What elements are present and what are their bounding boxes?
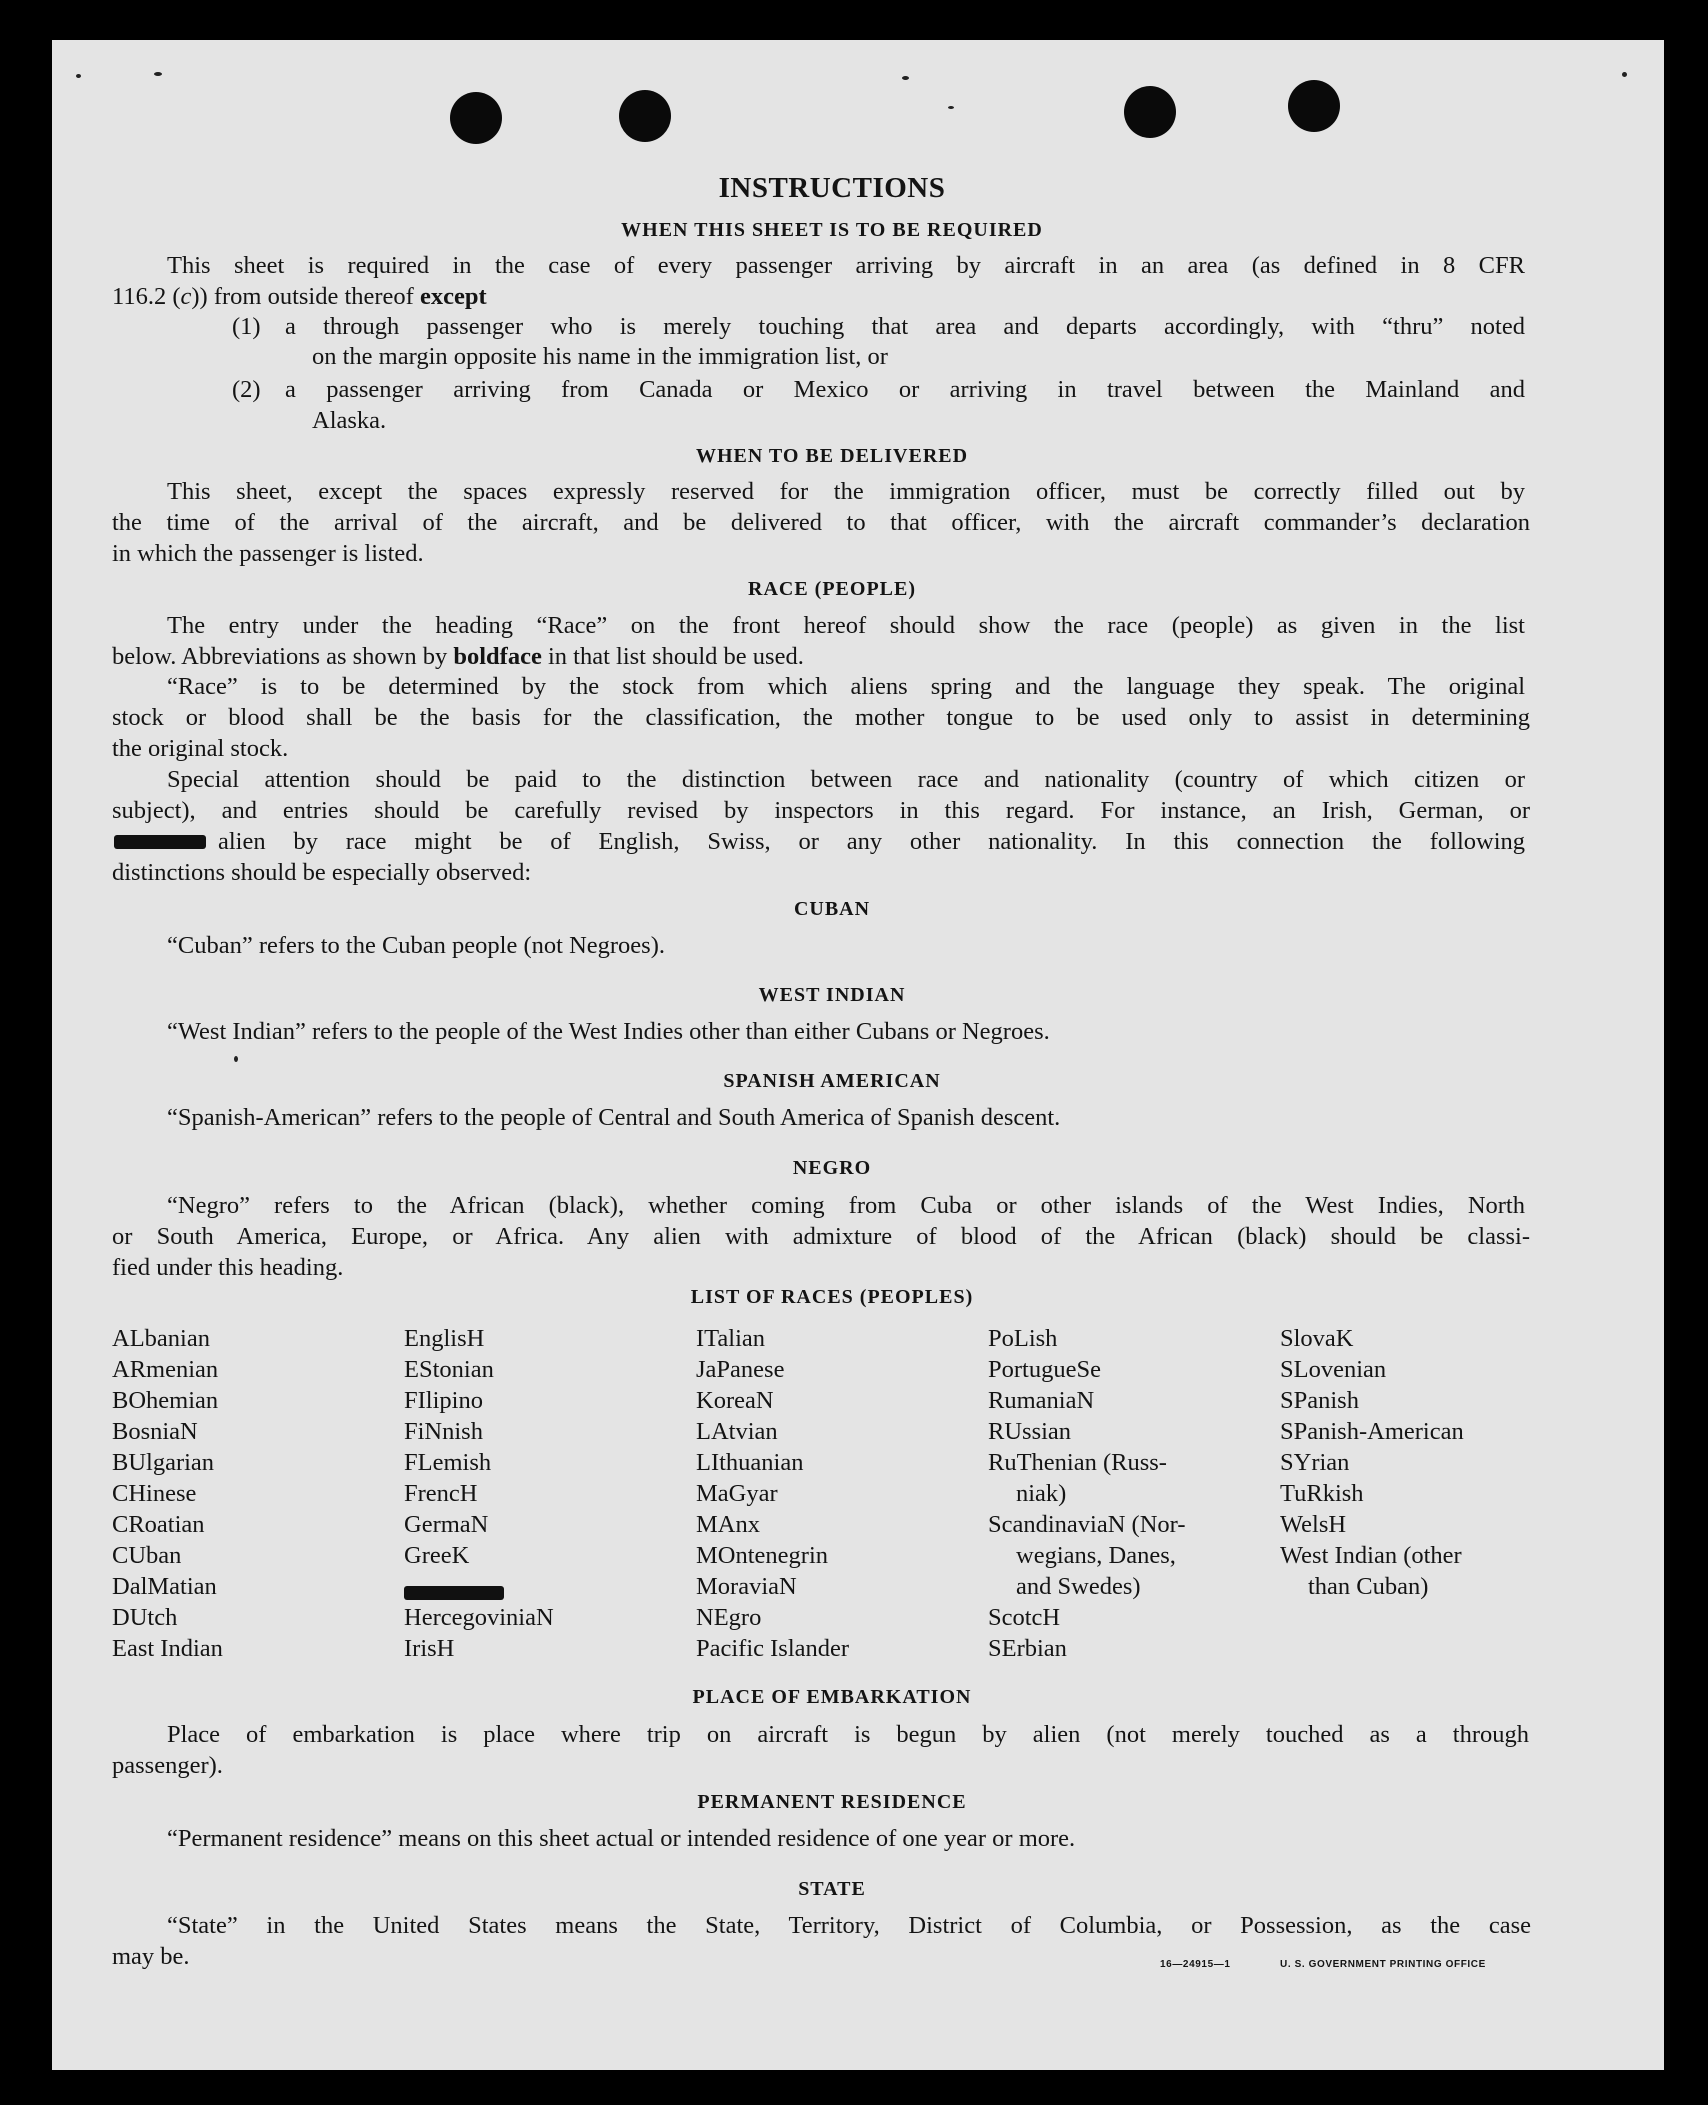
race-entry: FrencH bbox=[404, 1480, 478, 1507]
race-entry: RuThenian (Russ- bbox=[988, 1449, 1167, 1476]
section-heading-when-delivered: WHEN TO BE DELIVERED bbox=[695, 445, 969, 467]
race-entry: FLemish bbox=[404, 1449, 492, 1476]
race-entry: BOhemian bbox=[112, 1387, 219, 1414]
paragraph-line: The entry under the heading “Race” on the front hereof should show the race (people) as given in the list bbox=[167, 612, 1525, 639]
race-entry bbox=[404, 1571, 504, 1602]
paragraph-line: stock or blood shall be the basis for the classification, the mother tongue to be used only to assist in determining bbox=[112, 704, 1530, 731]
definition-text: “Spanish-American” refers to the people of Central and South America of Spanish descent. bbox=[167, 1104, 1061, 1131]
speck bbox=[1622, 72, 1627, 77]
race-entry: SLovenian bbox=[1280, 1356, 1387, 1383]
paragraph-line: below. Abbreviations as shown by boldface in that list should be used. bbox=[112, 643, 804, 670]
race-entry: niak) bbox=[1016, 1480, 1067, 1507]
race-entry: and Swedes) bbox=[1016, 1573, 1141, 1600]
race-entry: BUlgarian bbox=[112, 1449, 215, 1476]
race-entry: SPanish-American bbox=[1280, 1418, 1464, 1445]
race-entry: ScandinaviaN (Nor- bbox=[988, 1511, 1186, 1538]
race-entry: ARmenian bbox=[112, 1356, 219, 1383]
race-entry: ALbanian bbox=[112, 1325, 210, 1352]
paragraph-line: passenger). bbox=[112, 1752, 223, 1779]
paragraph-line: This sheet is required in the case of every passenger arriving by aircraft in an area (as defined in 8 CFR bbox=[167, 252, 1525, 279]
paragraph-line: alien by race might be of English, Swiss, or any other nationality. In this connection the following bbox=[218, 828, 1525, 855]
paragraph-line: This sheet, except the spaces expressly reserved for the immigration officer, must be correctly filled out by bbox=[167, 478, 1525, 505]
paragraph-line: “State” in the United States means the State, Territory, District of Columbia, or Possession, as the case bbox=[167, 1912, 1531, 1939]
speck bbox=[902, 76, 909, 80]
race-entry: IrisH bbox=[404, 1635, 455, 1662]
redaction-mark bbox=[114, 835, 206, 849]
paragraph-line: the time of the arrival of the aircraft, and be delivered to that officer, with the aircraft commander’s declaration bbox=[112, 509, 1530, 536]
race-entry: SErbian bbox=[988, 1635, 1067, 1662]
race-entry: DalMatian bbox=[112, 1573, 217, 1600]
definition-text: “Permanent residence” means on this sheet actual or intended residence of one year or more. bbox=[167, 1825, 1076, 1852]
paragraph-line: subject), and entries should be carefully revised by inspectors in this regard. For instance, an Irish, German, or bbox=[112, 797, 1530, 824]
page-title: INSTRUCTIONS bbox=[718, 172, 946, 204]
race-entry: TuRkish bbox=[1280, 1480, 1364, 1507]
race-entry: MAnx bbox=[696, 1511, 760, 1538]
section-heading-state: STATE bbox=[798, 1878, 866, 1900]
printer-imprint: U. S. GOVERNMENT PRINTING OFFICE bbox=[1280, 1959, 1486, 1970]
race-entry: JaPanese bbox=[696, 1356, 785, 1383]
paragraph-line: in which the passenger is listed. bbox=[112, 540, 424, 567]
race-entry: ScotcH bbox=[988, 1604, 1061, 1631]
race-entry: BosniaN bbox=[112, 1418, 198, 1445]
paragraph-line: may be. bbox=[112, 1943, 190, 1970]
section-heading-spanish-american: SPANISH AMERICAN bbox=[723, 1070, 941, 1092]
definition-text: “Cuban” refers to the Cuban people (not Negroes). bbox=[167, 932, 665, 959]
race-entry: CRoatian bbox=[112, 1511, 205, 1538]
race-entry: SPanish bbox=[1280, 1387, 1359, 1414]
definition-text: “West Indian” refers to the people of the West Indies other than either Cubans or Negroes. bbox=[167, 1018, 1050, 1045]
paragraph-line: Place of embarkation is place where trip on aircraft is begun by alien (not merely touched as a through bbox=[167, 1721, 1529, 1748]
form-number: 16—24915—1 bbox=[1160, 1959, 1231, 1970]
race-entry: SYrian bbox=[1280, 1449, 1350, 1476]
race-entry: MaGyar bbox=[696, 1480, 778, 1507]
punch-hole bbox=[1288, 80, 1340, 132]
race-entry: SlovaK bbox=[1280, 1325, 1354, 1352]
race-entry: East Indian bbox=[112, 1635, 223, 1662]
paragraph-line: “Negro” refers to the African (black), whether coming from Cuba or other islands of the West Indies, North bbox=[167, 1192, 1525, 1219]
race-entry: than Cuban) bbox=[1308, 1573, 1429, 1600]
race-entry: EStonian bbox=[404, 1356, 494, 1383]
race-entry: GreeK bbox=[404, 1542, 470, 1569]
section-heading-negro: NEGRO bbox=[792, 1157, 872, 1179]
paragraph-line: or South America, Europe, or Africa. Any alien with admixture of blood of the African (black) should be classi- bbox=[112, 1223, 1530, 1250]
punch-hole bbox=[619, 90, 671, 142]
race-entry: RumaniaN bbox=[988, 1387, 1095, 1414]
speck bbox=[154, 72, 162, 76]
race-entry: DUtch bbox=[112, 1604, 178, 1631]
paragraph-line: “Race” is to be determined by the stock from which aliens spring and the language they speak. The original bbox=[167, 673, 1525, 700]
race-entry: WelsH bbox=[1280, 1511, 1347, 1538]
list-item-line: on the margin opposite his name in the immigration list, or bbox=[312, 343, 888, 370]
race-entry: PortugueSe bbox=[988, 1356, 1101, 1383]
race-entry: MOntenegrin bbox=[696, 1542, 828, 1569]
race-entry: RUssian bbox=[988, 1418, 1072, 1445]
speck bbox=[234, 1056, 238, 1062]
section-heading-embarkation: PLACE OF EMBARKATION bbox=[692, 1686, 972, 1708]
paragraph-line: the original stock. bbox=[112, 735, 289, 762]
punch-hole bbox=[450, 92, 502, 144]
race-entry: CHinese bbox=[112, 1480, 197, 1507]
race-entry: West Indian (other bbox=[1280, 1542, 1462, 1569]
section-heading-west-indian: WEST INDIAN bbox=[758, 984, 906, 1006]
section-heading-residence: PERMANENT RESIDENCE bbox=[697, 1791, 967, 1813]
paragraph-line: distinctions should be especially observed: bbox=[112, 859, 532, 886]
race-entry: MoraviaN bbox=[696, 1573, 797, 1600]
race-entry: HercegoviniaN bbox=[404, 1604, 554, 1631]
race-entry: PoLish bbox=[988, 1325, 1058, 1352]
race-entry: NEgro bbox=[696, 1604, 762, 1631]
race-entry: EnglisH bbox=[404, 1325, 485, 1352]
race-entry: KoreaN bbox=[696, 1387, 774, 1414]
section-heading-when-required: WHEN THIS SHEET IS TO BE REQUIRED bbox=[621, 219, 1043, 241]
punch-hole bbox=[1124, 86, 1176, 138]
race-entry: LAtvian bbox=[696, 1418, 778, 1445]
list-marker: (1) bbox=[232, 313, 261, 340]
list-item-line: a through passenger who is merely touching that area and departs accordingly, with “thru” noted bbox=[285, 313, 1525, 340]
section-heading-race: RACE (PEOPLE) bbox=[748, 578, 916, 600]
race-entry: wegians, Danes, bbox=[1016, 1542, 1176, 1569]
race-entry: Pacific Islander bbox=[696, 1635, 850, 1662]
race-entry: GermaN bbox=[404, 1511, 489, 1538]
list-item-line: a passenger arriving from Canada or Mexico or arriving in travel between the Mainland and bbox=[285, 376, 1525, 403]
race-entry: ITalian bbox=[696, 1325, 766, 1352]
race-entry: LIthuanian bbox=[696, 1449, 804, 1476]
list-item-line: Alaska. bbox=[312, 407, 387, 434]
section-heading-cuban: CUBAN bbox=[793, 898, 871, 920]
paragraph-line: 116.2 (c)) from outside thereof except bbox=[112, 283, 487, 310]
race-entry: FiNnish bbox=[404, 1418, 483, 1445]
paragraph-line: fied under this heading. bbox=[112, 1254, 344, 1281]
list-marker: (2) bbox=[232, 376, 261, 403]
paragraph-line: Special attention should be paid to the distinction between race and nationality (country of which citizen or bbox=[167, 766, 1525, 793]
speck bbox=[76, 74, 81, 78]
race-entry: FIlipino bbox=[404, 1387, 483, 1414]
redaction-mark bbox=[404, 1586, 504, 1600]
race-entry: CUban bbox=[112, 1542, 182, 1569]
section-heading-list-of-races: LIST OF RACES (PEOPLES) bbox=[690, 1286, 974, 1308]
speck bbox=[948, 106, 954, 109]
